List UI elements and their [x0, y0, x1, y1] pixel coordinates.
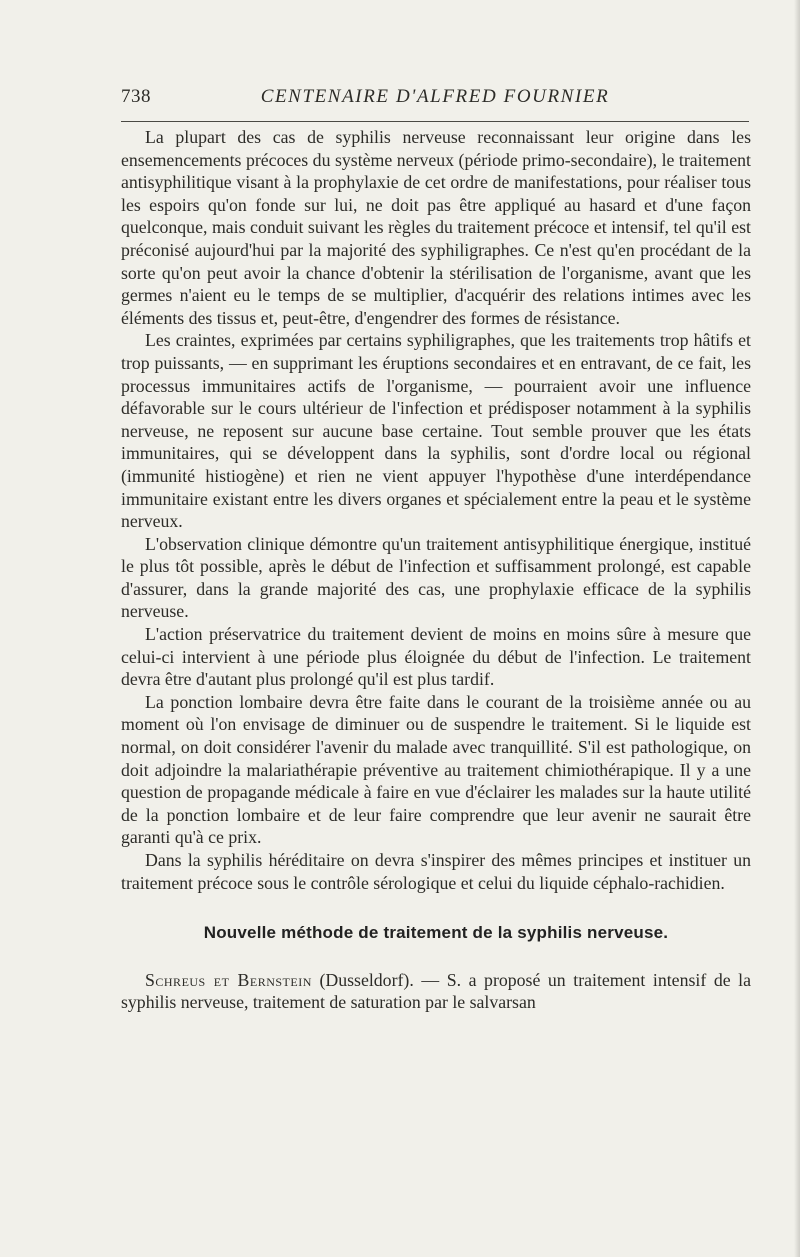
- page-number: 738: [121, 86, 151, 107]
- running-header: [121, 86, 749, 116]
- body-text: [121, 126, 751, 1014]
- section-text: (Dusseldorf). — S. a proposé un traitement intensif de la syphilis nerveuse, traitement de saturation par le salvarsan: [121, 969, 751, 1013]
- paragraph: La ponction lombaire devra être faite dans le courant de la troisième année ou au moment où l'on envisage de diminuer ou de suspendre le traitement. Si le liquide est normal, on doit considérer l'avenir du malade avec tranquillité. S'il est pathologique, on doit adjoindre la malariathérapie préventive au traitement chimiothérapique. Il y a une question de propagande médicale à faire en vue d'éclairer les malades sur la haute utilité de la ponction lombaire et de leur faire comprendre que leur avenir ne saurait être garanti qu'à ce prix.: [121, 691, 751, 848]
- running-title: CENTENAIRE D'ALFRED FOURNIER: [260, 86, 610, 107]
- paragraph: L'observation clinique démontre qu'un traitement antisyphilitique énergique, institué le plus tôt possible, après le début de l'infection et suffisamment prolongé, est capable d'assurer, dans la grande majorité des cas, une prophylaxie efficace de la syphilis nerveuse.: [121, 533, 751, 622]
- section-paragraph: [121, 969, 751, 1014]
- section-authors: Schreus et Bernstein: [145, 969, 312, 990]
- paragraph: L'action préservatrice du traitement devient de moins en moins sûre à mesure que celui-ci intervient à une période plus éloignée du début de l'infection. Le traitement devra être d'autant plus prolongé qu'il est plus tardif.: [121, 624, 751, 690]
- page-edge-shadow: [794, 0, 800, 1257]
- paragraph: Dans la syphilis héréditaire on devra s'inspirer des mêmes principes et instituer un traitement précoce sous le contrôle sérologique et celui du liquide céphalo-rachidien.: [121, 850, 751, 893]
- paragraph: Les craintes, exprimées par certains syphiligraphes, que les traitements trop hâtifs et trop puissants, — en supprimant les éruptions secondaires et en entravant, de ce fait, les processus immunitaires actifs de l'organisme, — pourraient avoir une influence défavorable sur le cours ultérieur de l'infection et prédisposer notamment à la syphilis nerveuse, ne reposent sur aucune base certaine. Tout semble prouver que les états immunitaires, qui se développent dans la syphilis, sont d'ordre local ou régional (immunité histiogène) et rien ne vient appuyer l'hypothèse d'une interdépendance immunitaire existant entre les divers organes et spécialement entre la peau et le système nerveux.: [121, 330, 751, 532]
- paragraph: La plupart des cas de syphilis nerveuse reconnaissant leur origine dans les ensemencements précoces du système nerveux (période primo-secondaire), le traitement antisyphilitique visant à la prophylaxie de cet ordre de manifestations, pour réaliser tous les espoirs qu'on fonde sur lui, ne doit pas être appliqué au hasard et d'une façon quelconque, mais conduit suivant les règles du traitement précoce et intensif, tel qu'il est préconisé aujourd'hui par la majorité des syphiligraphes. Ce n'est qu'en procédant de la sorte qu'on peut avoir la chance d'obtenir la stérilisation de l'organisme, avant que les germes n'aient eu le temps de se multiplier, d'acquérir des relations intimes avec les éléments des tissus et, peut-être, d'engendrer des formes de résistance.: [121, 127, 751, 328]
- header-rule: [121, 121, 749, 122]
- section-heading: Nouvelle méthode de traitement de la syphilis nerveuse.: [203, 923, 669, 943]
